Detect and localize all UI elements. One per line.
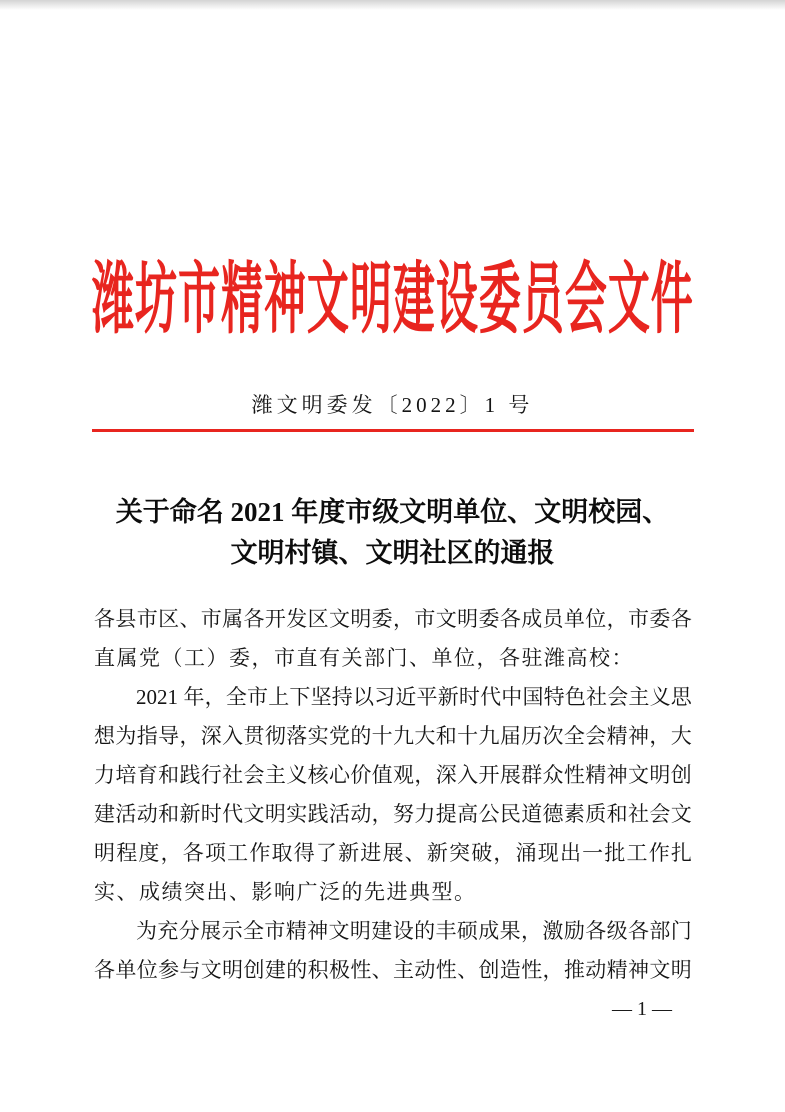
body-line: 直属党（工）委，市直有关部门、单位，各驻潍高校： (94, 646, 634, 670)
notice-title (0, 492, 785, 574)
document-number: 潍文明委发〔2022〕1 号 (251, 393, 534, 417)
body-line: 力 培 育 和 践 行 社 会 主 义 核 心 价 值 观 ， 深 入 开 展 群 众 性 精 神 文 明 创 (94, 763, 692, 787)
body-line: 为 充 分 展 示 全 市 精 神 文 明 建 设 的 丰 硕 成 果 ， 激 励 各 级 各 部 门 (136, 919, 692, 943)
body-line: 2021 年 ， 全 市 上 下 坚 持 以 习 近 平 新 时 代 中 国 特 色 社 会 主 义 思 (136, 685, 692, 709)
body-line: 各 县 市 区 、 市 属 各 开 发 区 文 明 委 ， 市 文 明 委 各 成 员 单 位 ， 市 委 各 (94, 607, 692, 631)
body-line: 各 单 位 参 与 文 明 创 建 的 积 极 性 、 主 动 性 、 创 造 性 ， 推 动 精 神 文 明 (94, 958, 692, 982)
body-text (94, 600, 692, 990)
body-line: 想 为 指 导 ， 深 入 贯 彻 落 实 党 的 十 九 大 和 十 九 届 历 次 全 会 精 神 ， 大 (94, 724, 692, 748)
body-line: 实、成绩突出、影响广泛的先进典型。 (94, 880, 477, 904)
body-line: 明 程 度 ， 各 项 工 作 取 得 了 新 进 展 、 新 突 破 ， 涌 现 出 一 批 工 作 扎 (94, 841, 692, 865)
page-number: — 1 — (612, 998, 672, 1020)
red-letterhead-title: 潍 坊 市 精 神 文 明 建 设 委 员 会 文 件 (92, 259, 693, 345)
notice-title-line-2: 文明村镇、文明社区的通报 (230, 538, 555, 568)
page-top-shadow (0, 0, 785, 10)
red-divider-line (92, 429, 694, 432)
notice-title-line-1: 关于命名 2021 年度市级文明单位、文明校园、 (115, 497, 670, 527)
body-line: 建 活 动 和 新 时 代 文 明 实 践 活 动 ， 努 力 提 高 公 民 道 德 素 质 和 社 会 文 (94, 802, 692, 826)
